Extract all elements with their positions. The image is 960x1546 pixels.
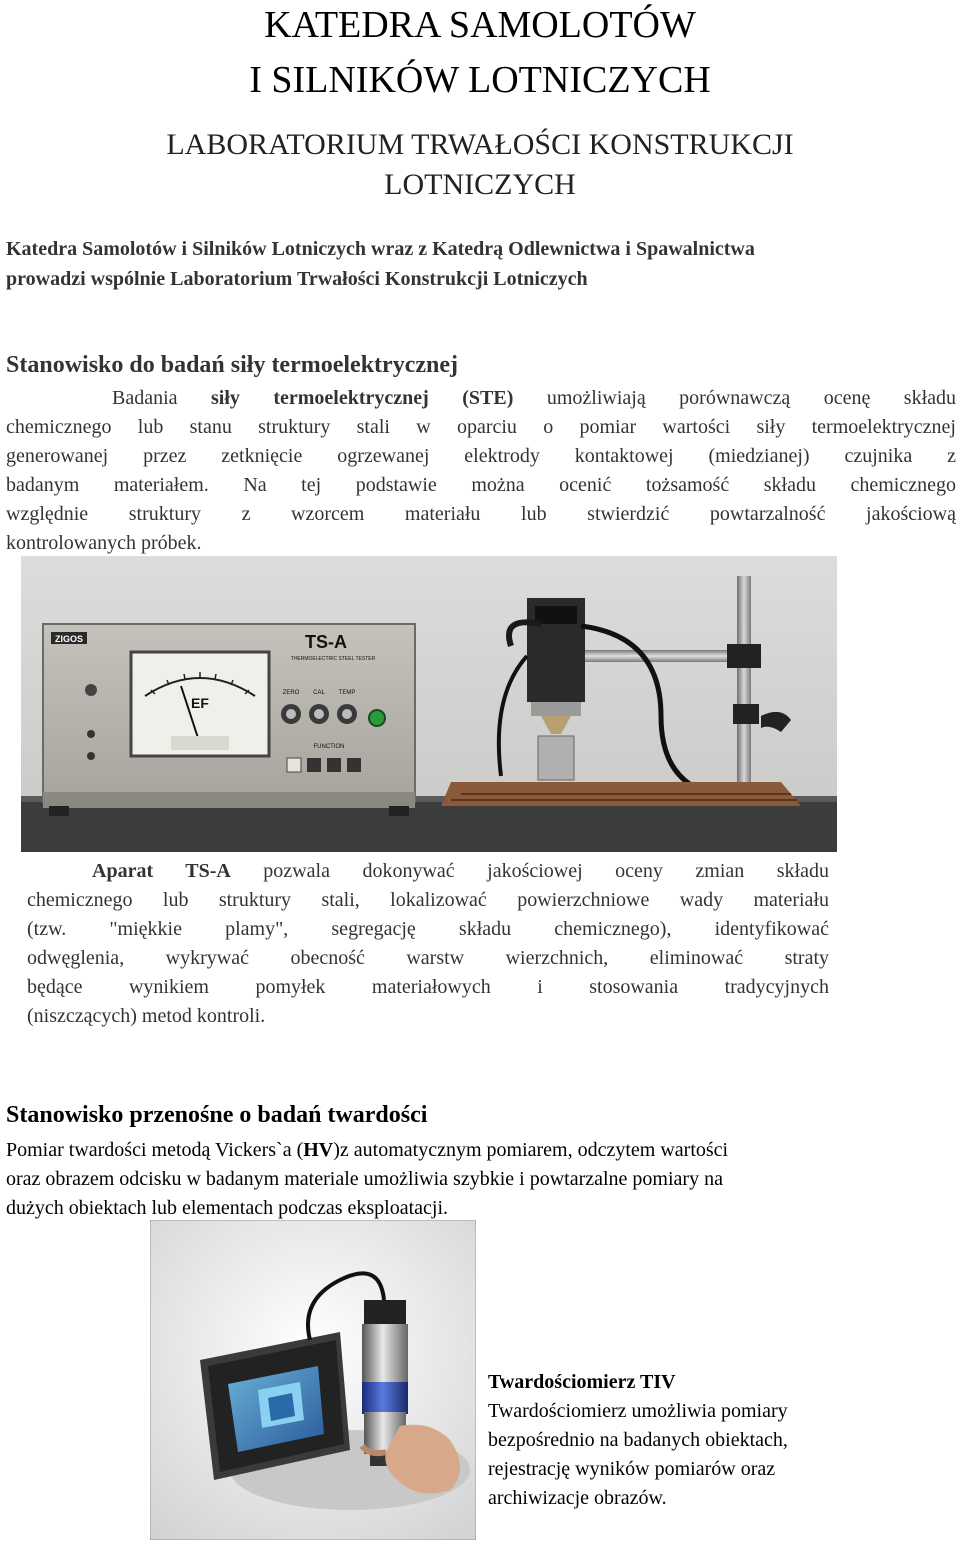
section2-heading: Stanowisko przenośne o badań twardości — [6, 1102, 428, 1128]
caption-line — [27, 857, 829, 886]
paragraph-part: )z automatycznym pomiarem, odczytem wartości — [333, 1139, 729, 1161]
function-label: FUNCTION — [313, 744, 345, 750]
tiv-line: rejestrację wyników pomiarów oraz — [488, 1458, 776, 1480]
page-subtitle-line2: LOTNICZYCH — [384, 168, 576, 201]
paragraph-line: dużych obiektach lub elementach podczas eksploatacji. — [6, 1197, 449, 1219]
knob-label: TEMP — [338, 690, 356, 696]
tiv-hardness-tester-photo — [150, 1220, 476, 1540]
section2-paragraph — [6, 1136, 728, 1223]
tiv-description — [488, 1368, 788, 1513]
knob-label: ZERO — [282, 690, 300, 696]
paragraph-line — [6, 384, 956, 413]
device-model: TS-A — [305, 632, 347, 652]
tiv-line: bezpośrednio na badanych obiektach, — [488, 1429, 788, 1451]
meter-label: EF — [191, 695, 209, 711]
ts-a-caption — [27, 857, 829, 1031]
intro-paragraph — [6, 234, 956, 294]
caption-line: (tzw. "miękkie plamy", segregację składu chemicznego), identyfikować — [27, 918, 829, 940]
section1-heading: Stanowisko do badań siły termoelektrycznej — [6, 352, 458, 378]
caption-bold-term: Aparat TS-A — [92, 860, 231, 882]
paragraph-bold-term: siły termoelektrycznej (STE) — [211, 387, 514, 409]
caption-line: będące wynikiem pomyłek materiałowych i stosowania tradycyjnych — [27, 976, 829, 998]
page-title-line1: KATEDRA SAMOLOTÓW — [264, 4, 696, 46]
tiv-line: archiwizacje obrazów. — [488, 1487, 667, 1509]
page-title-line2: I SILNIKÓW LOTNICZYCH — [249, 59, 711, 101]
paragraph-rest: umożliwiają porównawczą ocenę składu — [513, 387, 957, 409]
paragraph-part: Pomiar twardości metodą Vickers`a ( — [6, 1139, 304, 1161]
knob-label: CAL — [313, 690, 325, 696]
caption-rest: pozwala dokonywać jakościowej oceny zmian składu — [230, 860, 829, 882]
section1-paragraph — [6, 384, 956, 558]
paragraph-line: względnie struktury z wzorcem materiału lub stwierdzić powtarzalność jakościową — [6, 503, 956, 525]
ts-a-device-photo — [21, 556, 837, 852]
device-model-desc: THERMOELECTRIC STEEL TESTER — [290, 656, 376, 662]
tiv-title: Twardościomierz TIV — [488, 1371, 676, 1393]
intro-line: Katedra Samolotów i Silników Lotniczych wraz z Katedrą Odlewnictwa i Spawalnictwa — [6, 238, 755, 260]
paragraph-line: generowanej przez zetknięcie ogrzewanej elektrody kontaktowej (miedzianej) czujnika z — [6, 445, 956, 467]
paragraph-line — [6, 1136, 728, 1165]
paragraph-line: badanym materiałem. Na tej podstawie można ocenić tożsamość składu chemicznego — [6, 474, 956, 496]
tiv-line: Twardościomierz umożliwia pomiary — [488, 1400, 788, 1422]
paragraph-bold-term: HV — [303, 1139, 334, 1161]
page-subtitle-line1: LABORATORIUM TRWAŁOŚCI KONSTRUKCJI — [166, 128, 794, 161]
intro-line: prowadzi wspólnie Laboratorium Trwałości Konstrukcji Lotniczych — [6, 268, 588, 290]
device-brand: ZIGOS — [54, 634, 84, 644]
paragraph-lead: Badania — [112, 387, 211, 409]
caption-line: (niszczących) metod kontroli. — [27, 1005, 266, 1027]
caption-line: chemicznego lub struktury stali, lokalizować powierzchniowe wady materiału — [27, 889, 829, 911]
paragraph-line: oraz obrazem odcisku w badanym materiale umożliwia szybkie i powtarzalne pomiary na — [6, 1168, 723, 1190]
paragraph-line: chemicznego lub stanu struktury stali w oparciu o pomiar wartości siły termoelektrycznej — [6, 416, 956, 438]
paragraph-line: kontrolowanych próbek. — [6, 532, 202, 554]
caption-line: odwęglenia, wykrywać obecność warstw wierzchnich, eliminować straty — [27, 947, 829, 969]
